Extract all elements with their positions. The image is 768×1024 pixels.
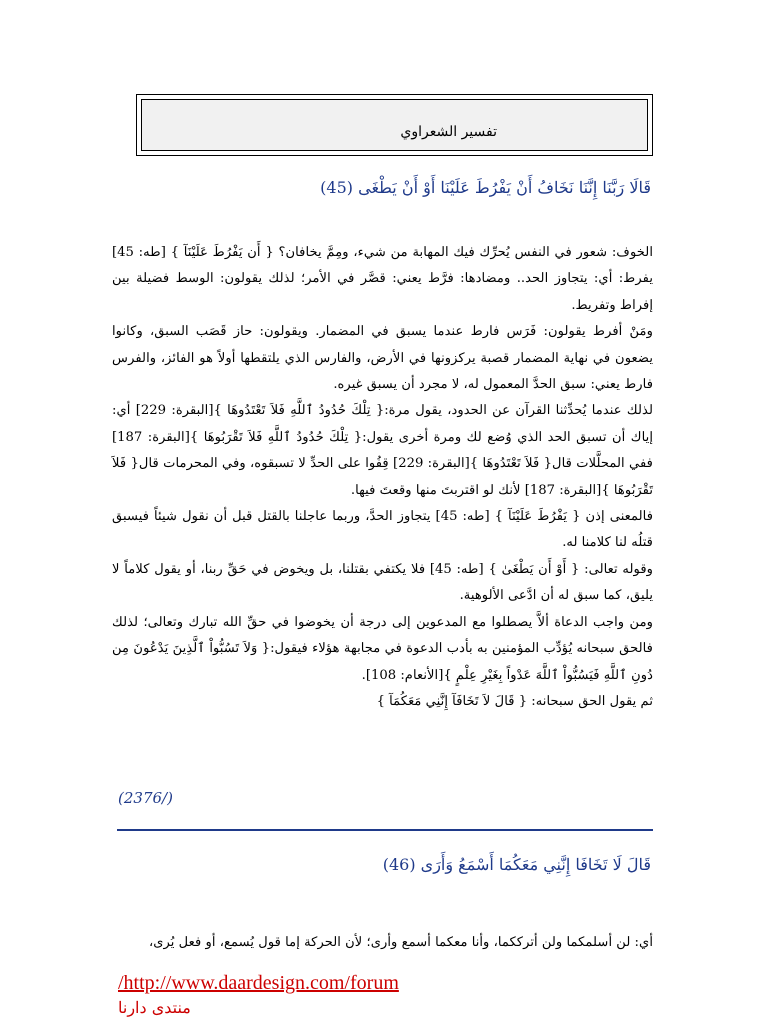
- commentary-paragraph: وقوله تعالى: { أَوْ أَن يَطْغَىٰ } [طه: 45] فلا يكتفي بقتلنا، بل ويخوض في حَقِّ ربنا، أو يقول كلاماً لا يليق، كما سبق له أن ادَّعى الألوهية.: [112, 561, 653, 604]
- commentary-46: أي: لن أسلمكما ولن أترككما، وأنا معكما أسمع وأرى؛ لأن الحركة إما قول يُسمع، أو فعل يُرى،: [148, 935, 653, 950]
- commentary-paragraph: ومن واجب الدعاة ألاَّ يصطلوا مع المدعوين إلى درجة أن يخوضوا في حقِّ الله تبارك وتعالى؛ لذلك فالحق سبحانه يُؤدِّب المؤمنين به بأدب الدعوة في مجابهة هؤلاء فيقول:{ وَلاَ تَسُبُّواْ ٱلَّذِينَ يَدْعُونَ مِن دُونِ ٱللَّهِ فَيَسُبُّواْ ٱللَّهَ عَدْواً بِغَيْرِ عِلْمٍ }[الأنعام: 108].: [112, 614, 653, 683]
- commentary-paragraph: ومَنْ أفرط يقولون: فَرَس فارط عندما يسبق في المضمار. ويقولون: حاز قَصَب السبق، وكانوا يضعون في نهاية المضمار قصبة يركزونها في الأرض، والفارس الذي يلتقطها أولاً هو الفائز، والفرس فارط يعني: سبق الحدَّ المعمول له، لا مجرد أن يسبق غيره.: [112, 324, 653, 393]
- commentary-paragraph: لذلك عندما يُحدِّثنا القرآن عن الحدود، يقول مرة:{ تِلْكَ حُدُودُ ٱللَّهِ فَلاَ تَعْتَدُوهَا }[البقرة: 229] أي: إياك أن تسبق الحد الذي وُضع لك ومرة أخرى يقول:{ تِلْكَ حُدُودُ ٱللَّهِ فَلاَ تَقْرَبُوهَا }[البقرة: 187] ففي المحلَّلات قال{ فَلاَ تَعْتَدُوهَا }[البقرة: 229] قِفُوا على الحدِّ لا تسبقوه، وفي المحرمات قال{ فَلاَ تَقْرَبُوهَا }[البقرة: 187] لأنك لو اقتربتَ منها وقعتَ فيها.: [112, 403, 653, 498]
- commentary-paragraph: الخوف: شعور في النفس يُحرِّك فيك المهابة من شيء، ومِمَّ يخافان؟ { أَن يَفْرُطَ عَلَيْنَآ } [طه: 45] يفرط: أي: يتجاوز الحد.. ومضادها: فرَّط يعني: قصَّر في الأمر؛ لذلك يقولون: الوسط فضيلة بين إفراط وتفريط.: [112, 245, 653, 313]
- reference-number: (2376/): [118, 789, 173, 807]
- forum-link[interactable]: /http://www.daardesign.com/forum: [118, 972, 399, 994]
- commentary-45: [112, 240, 653, 715]
- commentary-paragraph: ثم يقول الحق سبحانه: { قَالَ لاَ تَخَافَآ إِنَّنِي مَعَكُمَآ }: [376, 693, 653, 709]
- commentary-paragraph: فالمعنى إذن { يَفْرُطَ عَلَيْنَآ } [طه: 45] يتجاوز الحدَّ، وربما عاجلنا بالقتل قبل أن نقول شيئاً فيسبق قتلُه لنا كلامنا له.: [112, 509, 653, 551]
- header-title: تفسير الشعراوي: [400, 124, 497, 140]
- header-frame: [136, 94, 653, 156]
- verse-46: قَالَ لَا تَخَافَا إِنَّنِي مَعَكُمَا أَسْمَعُ وَأَرَى (46): [382, 855, 651, 874]
- forum-name: منتدى دارنا: [118, 998, 191, 1017]
- section-divider: [117, 829, 653, 831]
- header-panel: [141, 99, 648, 151]
- verse-45: قَالَا رَبَّنَا إِنَّنَا نَخَافُ أَنْ يَفْرُطَ عَلَيْنَا أَوْ أَنْ يَطْغَى (45): [320, 178, 651, 197]
